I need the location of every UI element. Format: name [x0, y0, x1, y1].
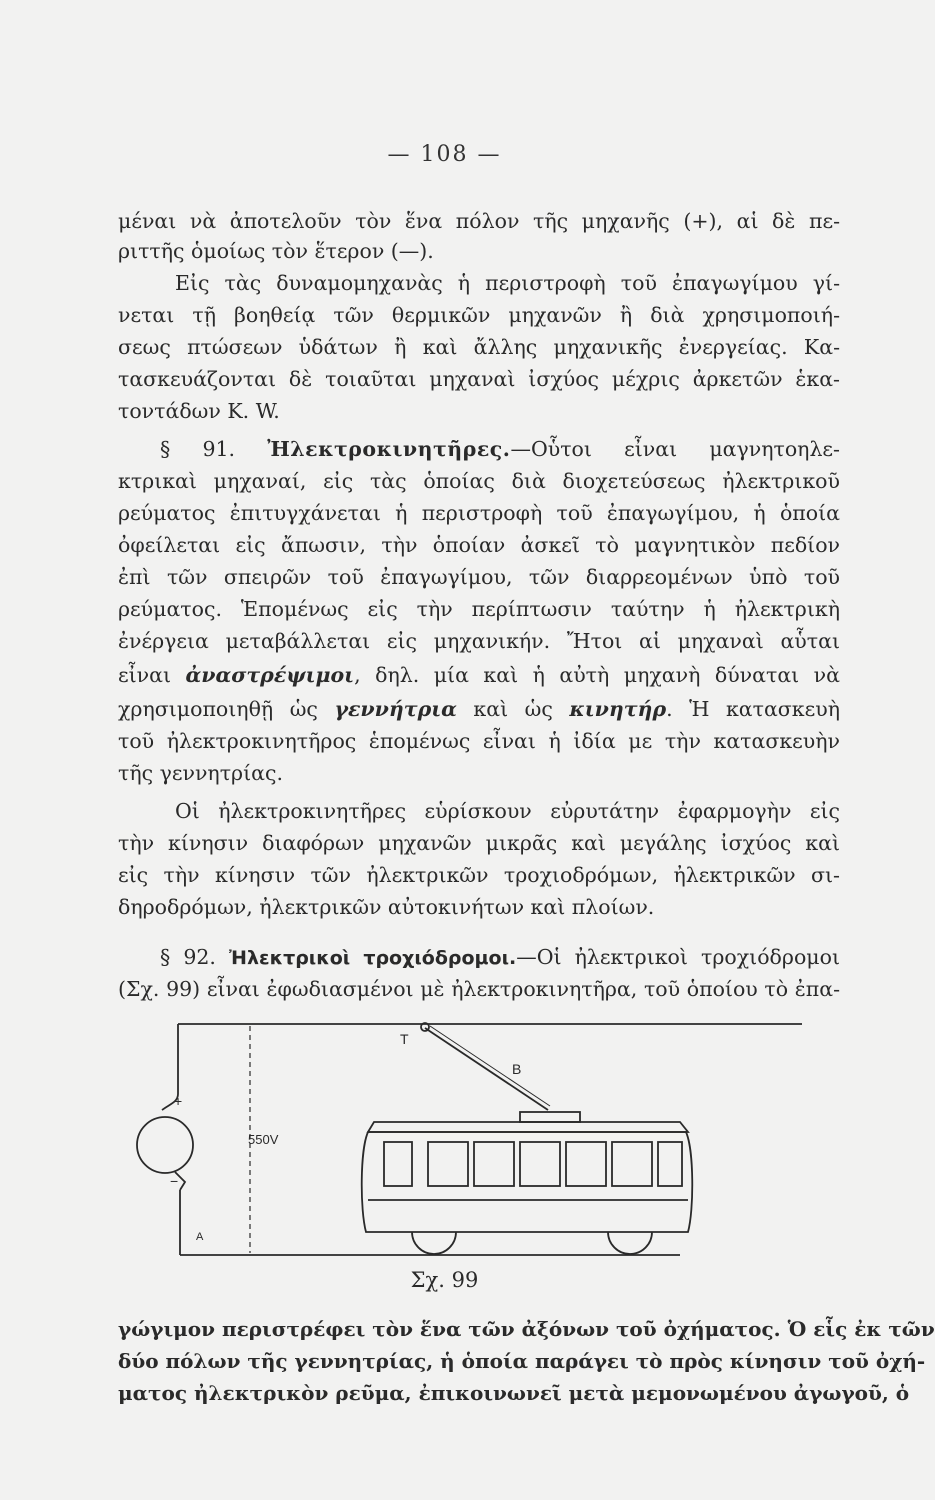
- label-plus: +: [174, 1093, 183, 1109]
- page-number: — 108 —: [387, 142, 502, 167]
- tram-window: [384, 1142, 412, 1186]
- term-reversible: ἀναστρέψιμοι: [185, 663, 355, 687]
- term-motor: κινητήρ: [569, 697, 667, 721]
- text-line: γώγιμον περιστρέφει τὸν ἕνα τῶν ἀξόνων τοῦ ὀχήματος. Ὁ εἷς ἐκ τῶν: [118, 1317, 935, 1341]
- text-line: κτρικαὶ μηχαναί, εἰς τὰς ὁποίας διὰ διοχετεύσεως ἠλεκτρικοῦ: [118, 469, 840, 493]
- text-span: χρησιμοποιηθῇ ὡς: [118, 697, 335, 721]
- text-span: , δηλ. μία καὶ ἡ αὐτὴ μηχανὴ δύναται νὰ: [354, 663, 840, 687]
- text-line: τασκευάζονται δὲ τοιαῦται μηχαναὶ ἰσχύος μέχρις ἀρκετῶν ἑκα-: [118, 367, 840, 391]
- text-span: . Ἡ κατασκευὴ: [666, 697, 840, 721]
- text-line: (Σχ. 99) εἶναι ἐφωδιασμένοι μὲ ἠλεκτροκινητῆρα, τοῦ ὁποίου τὸ ἐπα-: [118, 977, 840, 1001]
- text-line: σεως πτώσεων ὑδάτων ἢ καὶ ἄλλης μηχανικῆς ἐνεργείας. Κα-: [118, 335, 840, 359]
- label-B: B: [512, 1061, 522, 1077]
- text-line: δύο πόλων τῆς γεννητρίας, ἡ ὁποία παράγει τὸ πρὸς κίνησιν τοῦ ὀχή-: [118, 1349, 926, 1373]
- figure-caption: Σχ. 99: [410, 1268, 479, 1292]
- section-92-heading-line: [160, 942, 840, 973]
- text-line: ρεύματος. Ἑπομένως εἰς τὴν περίπτωσιν ταύτην ἡ ἠλεκτρικὴ: [118, 597, 840, 621]
- label-voltage: 550V: [248, 1132, 279, 1147]
- section-91-first-text: —Οὗτοι εἶναι μαγνητοηλε-: [510, 437, 840, 461]
- tram-window: [520, 1142, 560, 1186]
- text-line: τῆς γεννητρίας.: [118, 761, 283, 785]
- tram-wheel-icon: [412, 1232, 456, 1254]
- trolley-pole-line: [430, 1026, 550, 1106]
- text-line: [118, 694, 840, 724]
- section-92-number: § 92.: [160, 945, 216, 969]
- text-line: τοῦ ἠλεκτροκινητῆρος ἑπομένως εἶναι ἡ ἰδία με τὴν κατασκευὴν: [118, 729, 840, 753]
- label-T: T: [400, 1031, 409, 1047]
- section-92-first-text: —Οἱ ἠλεκτρικοὶ τροχιόδρομοι: [516, 945, 840, 969]
- text-line: δηροδρόμων, ἠλεκτρικῶν αὐτοκινήτων καὶ πλοίων.: [118, 895, 655, 919]
- text-span: καὶ ὡς: [456, 697, 570, 721]
- term-generator: γεννήτρια: [334, 697, 457, 721]
- text-line: Οἱ ἠλεκτροκινητῆρες εὑρίσκουν εὐρυτάτην ἐφαρμογὴν εἰς: [175, 799, 840, 823]
- tram-wheel-icon: [608, 1232, 652, 1254]
- text-span: εἶναι: [118, 663, 186, 687]
- tram-window: [566, 1142, 606, 1186]
- text-line: μέναι νὰ ἀποτελοῦν τὸν ἕνα πόλον τῆς μηχανῆς (+), αἱ δὲ πε-: [118, 209, 840, 233]
- text-line: τοντάδων Κ. W.: [118, 399, 280, 423]
- text-line: ματος ἠλεκτρικὸν ρεῦμα, ἐπικοινωνεῖ μετὰ μεμονωμένου ἀγωγοῦ, ὁ: [118, 1381, 910, 1405]
- text-line: ριττῆς ὁμοίως τὸν ἕτερον (—).: [118, 239, 434, 263]
- text-line: νεται τῇ βοηθείᾳ τῶν θερμικῶν μηχανῶν ἢ διὰ χρησιμοποιή-: [118, 303, 840, 327]
- text-line: ἐνέργεια μεταβάλλεται εἰς μηχανικήν. Ἤτοι αἱ μηχαναὶ αὗται: [118, 629, 840, 653]
- section-92-title: Ἠλεκτρικοὶ τροχιόδρομοι.: [229, 947, 517, 969]
- text-line: Εἰς τὰς δυναμομηχανὰς ἡ περιστροφὴ τοῦ ἐπαγωγίμου γί-: [175, 271, 840, 295]
- section-91-number: § 91.: [160, 437, 236, 461]
- text-line: ρεύματος ἐπιτυγχάνεται ἡ περιστροφὴ τοῦ ἐπαγωγίμου, ἡ ὁποία: [118, 501, 840, 525]
- text-line: ἐπὶ τῶν σπειρῶν τοῦ ἐπαγωγίμου, τῶν διαρρεομένων ὑπὸ τοῦ: [118, 565, 840, 589]
- label-minus: −: [170, 1173, 179, 1189]
- tram-window: [658, 1142, 682, 1186]
- tram-roof: [368, 1122, 688, 1132]
- tram-window: [474, 1142, 514, 1186]
- text-line: ὀφείλεται εἰς ἄπωσιν, τὴν ὁποίαν ἀσκεῖ τὸ μαγνητικὸν πεδίον: [118, 533, 840, 557]
- text-line: τὴν κίνησιν διαφόρων μηχανῶν μικρᾶς καὶ μεγάλης ἰσχύος καὶ: [118, 831, 840, 855]
- generator-icon: [137, 1117, 193, 1173]
- section-91-heading-line: [160, 434, 840, 464]
- text-line: εἰς τὴν κίνησιν τῶν ἠλεκτρικῶν τροχιοδρόμων, ἠλεκτρικῶν σι-: [118, 863, 840, 887]
- section-91-title: Ἠλεκτροκινητῆρες.: [267, 437, 511, 461]
- trolley-pole: [425, 1028, 548, 1110]
- tram-window: [428, 1142, 468, 1186]
- text-line: [118, 660, 840, 690]
- tram-circuit-figure: [0, 1010, 889, 1300]
- tram-window: [612, 1142, 652, 1186]
- tram-roof-box: [520, 1112, 580, 1122]
- label-A: A: [196, 1231, 204, 1243]
